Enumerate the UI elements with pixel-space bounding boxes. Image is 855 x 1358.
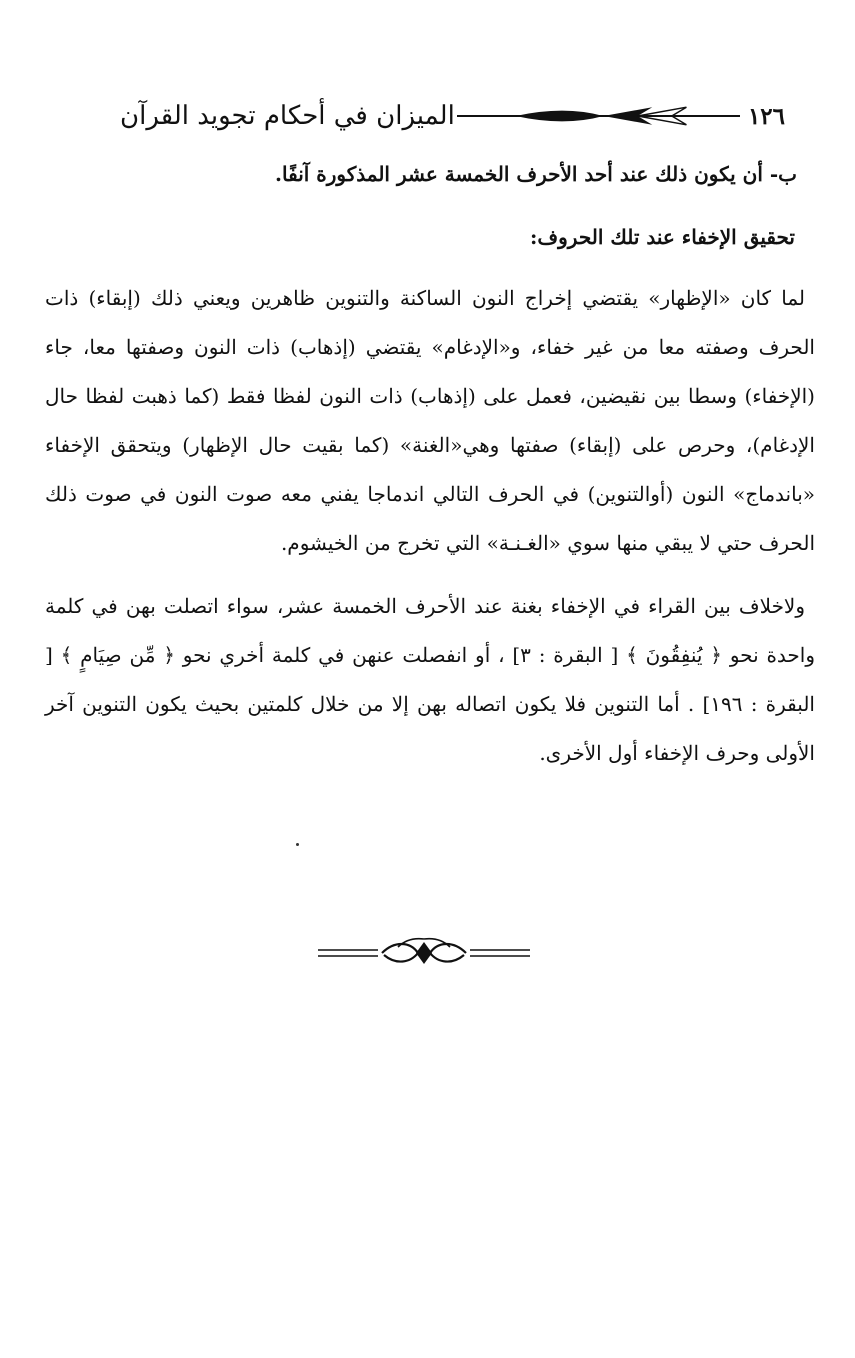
page-header: [120, 90, 785, 142]
header-rule-ornament: [457, 101, 740, 131]
paragraph-1: لما كان «الإظهار» يقتضي إخراج النون الساكنة والتنوين ظاهرين ويعني ذلك (إبقاء) ذات الحرف وصفته معا من غير خفاء، و«الإدغام» يقتضي (إذهاب) ذات النون وصفتها معا، جاء (الإخفاء) وسطا بين نقيضين، فعمل على (إذهاب) ذات النون لفظا فقط (كما ذهبت لفظا حال الإدغام)، وحرص على (إبقاء) صفتها وهي«الغنة» (كما بقيت حال الإظهار) ويتحقق الإخفاء «باندماج» النون (أوالتنوين) في الحرف التالي اندماجا يفني معه صوت النون في صوت ذلك الحرف حتي لا يبقي منها سوي «الغـنـة» التي تخرج من الخيشوم.: [45, 286, 815, 555]
paragraph-2: ولاخلاف بين القراء في الإخفاء بغنة عند الأحرف الخمسة عشر، سواء اتصلت بهن في كلمة واحدة نحو ﴿ يُنفِقُونَ ﴾ [ البقرة : ٣] ، أو انفصلت عنهن في كلمة أخري نحو ﴿ مِّن صِيَامٍ ﴾ [ البقرة : ١٩٦] . أما التنوين فلا يكون اتصاله بهن إلا من خلال كلمتين بحيث يكون التنوين آخر الأولى وحرف الإخفاء أول الأخرى.: [45, 594, 816, 765]
end-ornament: [318, 933, 530, 973]
list-item-b: ب- أن يكون ذلك عند أحد الأحرف الخمسة عشر المذكورة آنفًا.: [275, 162, 797, 186]
stray-dot: [296, 843, 299, 846]
section-heading: تحقيق الإخفاء عند تلك الحروف:: [530, 225, 795, 249]
document-body: [45, 150, 815, 778]
running-title: الميزان في أحكام تجويد القرآن: [120, 101, 455, 131]
page-number: ١٢٦: [747, 102, 785, 130]
